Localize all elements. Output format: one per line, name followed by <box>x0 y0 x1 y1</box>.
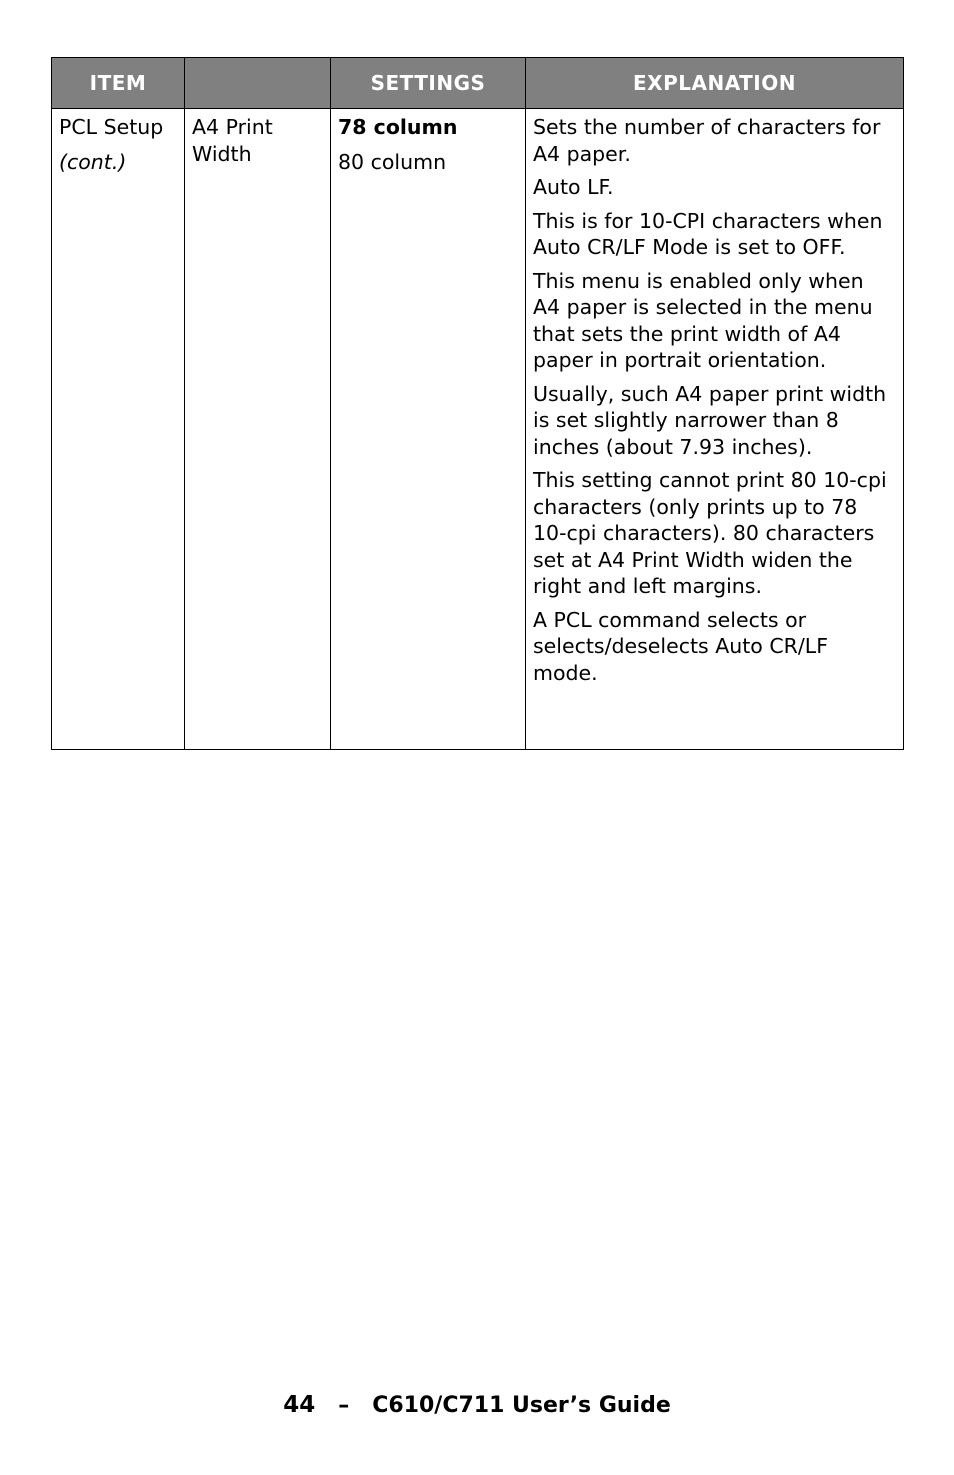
item-note: (cont.) <box>59 149 127 174</box>
page-footer <box>0 1392 954 1418</box>
explanation-cell <box>526 109 904 750</box>
header-explanation: EXPLANATION <box>526 58 904 109</box>
guide-title: C610/C711 User’s Guide <box>372 1393 671 1418</box>
header-item: ITEM <box>52 58 185 109</box>
explanation-paragraph: This menu is enabled only when A4 paper is selected in the menu that sets the print width of A4 paper in portrait orientation. <box>533 268 873 372</box>
table-row <box>52 109 904 750</box>
settings-default-value: 78 column <box>338 115 458 139</box>
explanation-paragraph: Usually, such A4 paper print width is set slightly narrower than 8 inches (about 7.93 inches). <box>533 381 887 459</box>
explanation-paragraph: This setting cannot print 80 10-cpi characters (only prints up to 78 10-cpi characters). 80 characters set at A4 Print Width widen the right and left margins. <box>533 468 887 598</box>
item-cell <box>52 109 185 750</box>
explanation-paragraph: Auto LF. <box>533 175 614 199</box>
settings-table <box>51 57 904 750</box>
header-subitem <box>185 58 331 109</box>
subitem-cell <box>185 109 331 750</box>
table-header-row <box>52 58 904 109</box>
explanation-paragraph: This is for 10-CPI characters when Auto CR/LF Mode is set to OFF. <box>533 208 883 259</box>
explanation-paragraph: Sets the number of characters for A4 paper. <box>533 115 881 166</box>
header-settings: SETTINGS <box>331 58 526 109</box>
footer-separator: – <box>338 1393 350 1418</box>
settings-other-value: 80 column <box>338 149 447 174</box>
explanation-paragraph: A PCL command selects or selects/deselects Auto CR/LF mode. <box>533 607 829 685</box>
page-number: 44 <box>283 1392 316 1418</box>
subitem-label: A4 Print Width <box>192 115 273 166</box>
item-label: PCL Setup <box>59 115 164 139</box>
settings-cell <box>331 109 526 750</box>
